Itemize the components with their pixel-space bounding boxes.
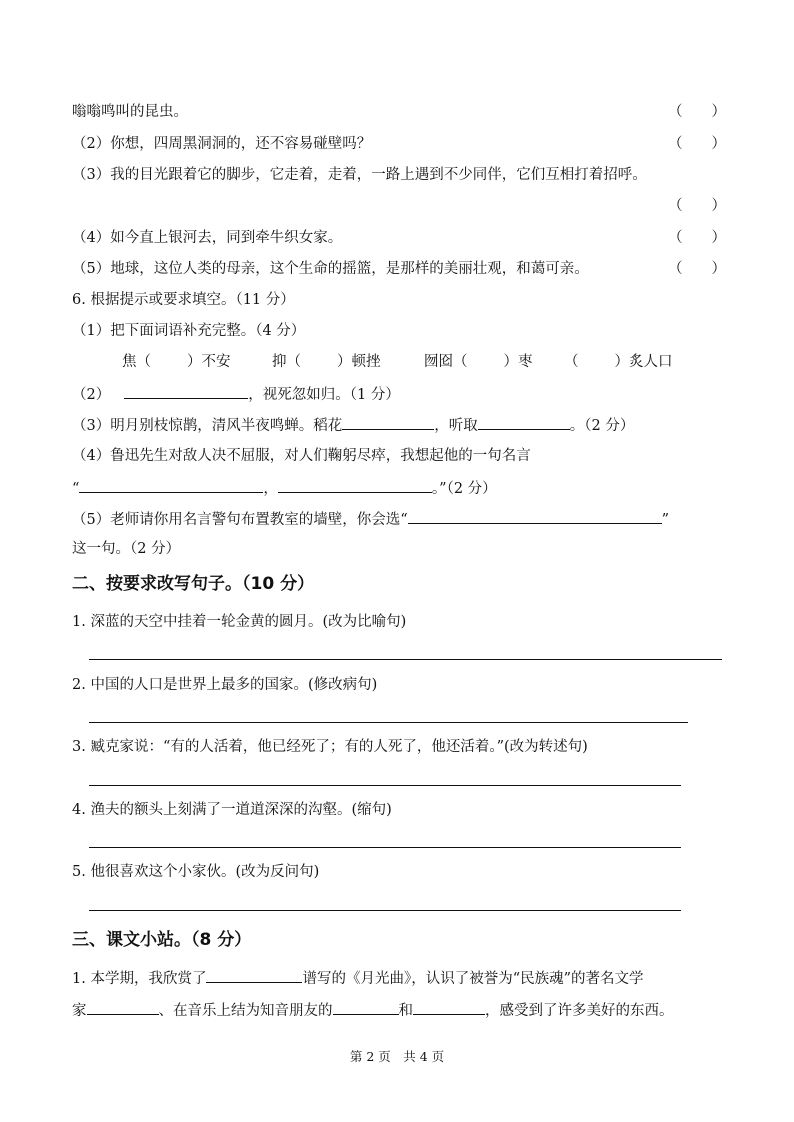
q6-sub3: （3）明月别枝惊鹊，清风半夜鸣蝉。稻花 ，听取 。（2 分） <box>72 414 634 436</box>
q5-item4: （4）如今直上银河去，同到牵牛织女家。 <box>72 230 343 246</box>
q6-sub4: （4）鲁迅先生对敌人决不屈服，对人们鞠躬尽瘁，我想起他的一句名言 <box>72 448 531 464</box>
q6-sub4-answer: “ ， 。”（2 分） <box>72 477 497 499</box>
p3-blank-friend-1[interactable] <box>333 999 399 1015</box>
q6-sub1: （1）把下面词语补充完整。（4 分） <box>72 323 306 339</box>
q5-item1-tail: 嗡嗡鸣叫的昆虫。 <box>72 104 188 120</box>
idiom-4: （ ）炙人口 <box>564 354 673 370</box>
p3-blank-composer[interactable] <box>206 967 302 983</box>
p2-q3-answer-line[interactable] <box>89 785 681 786</box>
p2-q5: 5. 他很喜欢这个小家伙。(改为反问句) <box>72 864 320 880</box>
q6-title: 6. 根据提示或要求填空。（11 分） <box>72 292 295 308</box>
p2-q1: 1. 深蓝的天空中挂着一轮金黄的圆月。(改为比喻句) <box>72 614 407 630</box>
q6-sub2: （2） ，视死忽如归。（1 分） <box>72 383 400 405</box>
p2-q5-answer-line[interactable] <box>89 910 681 911</box>
p2-q2: 2. 中国的人口是世界上最多的国家。(修改病句) <box>72 677 378 693</box>
answer-paren-5[interactable]: （ ） <box>668 261 726 277</box>
q6-sub3-blank-1[interactable] <box>342 414 434 430</box>
q6-sub5-blank[interactable] <box>408 508 662 524</box>
q6-sub3-blank-2[interactable] <box>478 414 570 430</box>
idiom-3: 囫囵（ ）枣 <box>424 354 533 370</box>
q6-sub4-blank-1[interactable] <box>79 477 263 493</box>
p2-q4: 4. 渔夫的额头上刻满了一道道深深的沟壑。(缩句) <box>72 802 392 818</box>
p2-q2-answer-line[interactable] <box>89 722 688 723</box>
answer-paren-2[interactable]: （ ） <box>668 136 726 152</box>
section-2-heading: 二、按要求改写句子。（10 分） <box>72 574 315 594</box>
idiom-1: 焦（ ）不安 <box>122 354 231 370</box>
q6-sub4-blank-2[interactable] <box>278 477 432 493</box>
q5-item2: （2）你想，四周黑洞洞的，还不容易碰壁吗？ <box>72 136 372 152</box>
answer-paren-4[interactable]: （ ） <box>668 230 726 246</box>
p3-q1-line1: 1. 本学期，我欣赏了 谱写的《月光曲》，认识了被誉为“民族魂”的著名文学 <box>72 967 644 989</box>
answer-paren-1[interactable]: （ ） <box>668 104 726 120</box>
q6-sub2-blank[interactable] <box>124 383 248 399</box>
q6-sub5: （5）老师请你用名言警句布置教室的墙壁，你会选“ ” <box>72 508 669 530</box>
q5-item3: （3）我的目光跟着它的脚步，它走着，走着，一路上遇到不少同伴，它们互相打着招呼。 <box>72 167 647 183</box>
p3-q1-line2: 家 、在音乐上结为知音朋友的 和 ，感受到了许多美好的东西。 <box>72 999 674 1021</box>
q5-item5: （5）地球，这位人类的母亲，这个生命的摇篮，是那样的美丽壮观，和蔼可亲。 <box>72 261 589 277</box>
answer-paren-3[interactable]: （ ） <box>668 198 726 214</box>
page-footer: 第 2 页 共 4 页 <box>349 1049 445 1064</box>
q6-sub5-tail: 这一句。（2 分） <box>72 541 181 557</box>
p3-blank-writer[interactable] <box>87 999 159 1015</box>
idiom-2: 抑（ ）顿挫 <box>272 354 381 370</box>
section-3-heading: 三、课文小站。（8 分） <box>72 930 252 950</box>
p2-q1-answer-line[interactable] <box>89 659 722 660</box>
p2-q4-answer-line[interactable] <box>89 847 681 848</box>
p2-q3: 3. 臧克家说：“有的人活着，他已经死了；有的人死了，他还活着。”(改为转述句) <box>72 739 588 755</box>
p3-blank-friend-2[interactable] <box>413 999 485 1015</box>
